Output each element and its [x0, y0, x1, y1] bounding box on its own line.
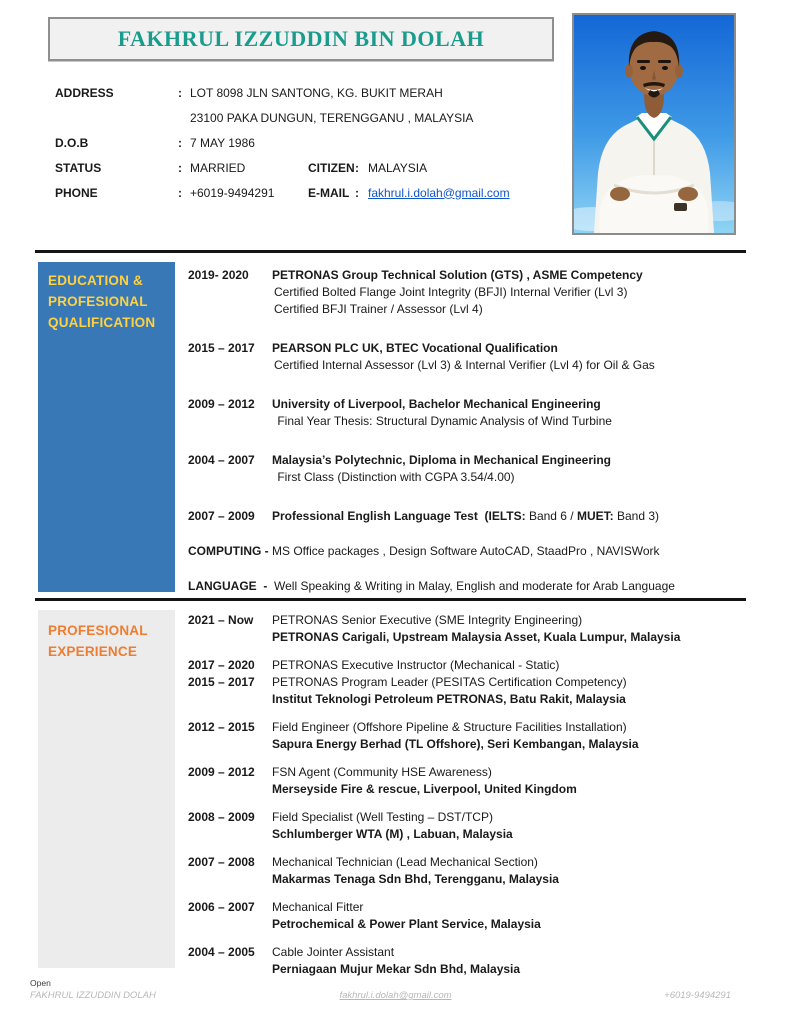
- experience-title-line: EXPERIENCE: [48, 644, 138, 659]
- experience-role: Mechanical Technician (Lead Mechanical Section): [272, 855, 538, 869]
- education-entry: [188, 267, 750, 318]
- experience-period: [188, 916, 272, 933]
- skill-label: COMPUTING: [188, 544, 262, 558]
- education-entry-title: [272, 267, 750, 284]
- education-entry-detail: Certified BFJI Trainer / Assessor (Lvl 4): [274, 302, 483, 316]
- education-entry: [188, 340, 750, 374]
- experience-period: [188, 871, 272, 888]
- experience-entry: [188, 764, 750, 798]
- skill-separator: -: [256, 579, 275, 593]
- experience-entry: [188, 944, 750, 978]
- info-row-address: [55, 80, 570, 105]
- portrait-photo-image: [574, 15, 734, 233]
- experience-entry: [188, 719, 750, 753]
- experience-row: [188, 899, 750, 916]
- experience-entry: [188, 657, 750, 708]
- experience-row: [188, 674, 750, 691]
- skill-label: LANGUAGE: [188, 579, 257, 593]
- experience-row: [188, 961, 750, 978]
- experience-row: [188, 657, 750, 674]
- education-entry-title: [272, 340, 750, 357]
- education-entry-detail: Certified Internal Assessor (Lvl 3) & Internal Verifier (Lvl 4) for Oil & Gas: [274, 358, 655, 372]
- education-entry-title: [272, 508, 750, 525]
- education-skill-line: [188, 578, 750, 595]
- info-row-address2: [55, 105, 570, 130]
- experience-row: [188, 826, 750, 843]
- experience-row: [188, 781, 750, 798]
- skill-text: MS Office packages , Design Software AutoCAD, StaadPro , NAVISWork: [272, 544, 660, 558]
- experience-period: [188, 961, 272, 978]
- experience-entry: [188, 612, 750, 646]
- education-entry-body: [272, 267, 750, 318]
- education-title-segment: Band 3): [613, 509, 660, 523]
- email-label: E-MAIL: [308, 185, 350, 200]
- portrait-photo: [572, 13, 736, 235]
- experience-entries: [188, 610, 750, 989]
- info-row-dob: [55, 130, 570, 155]
- education-entry-body: [272, 452, 750, 486]
- page-title: FAKHRUL IZZUDDIN BIN DOLAH: [117, 26, 485, 51]
- education-title-segment: University of Liverpool, Bachelor Mechanical Engineering: [272, 397, 601, 411]
- education-title-segment: Malaysia’s Polytechnic, Diploma in Mechanical Engineering: [272, 453, 611, 467]
- info-row-phone-email: [55, 180, 570, 205]
- experience-section-title-box: [38, 610, 175, 968]
- experience-period: 2009 – 2012: [188, 765, 255, 779]
- experience-row: [188, 809, 750, 826]
- education-title-segment: [478, 509, 485, 523]
- section-divider-middle: [35, 598, 746, 601]
- education-section-title-box: [38, 262, 175, 592]
- skill-text: Well Speaking & Writing in Malay, English and moderate for Arab Language: [274, 579, 675, 593]
- education-entry: [188, 452, 750, 486]
- education-entry-body: [272, 508, 750, 525]
- education-entry-detail: Certified Bolted Flange Joint Integrity (BFJI) Internal Verifier (Lvl 3): [274, 285, 628, 299]
- education-entry-body: [272, 396, 750, 430]
- experience-company: Sapura Energy Berhad (TL Offshore), Seri Kembangan, Malaysia: [272, 737, 639, 751]
- experience-role: PETRONAS Senior Executive (SME Integrity Engineering): [272, 613, 583, 627]
- skill-separator: -: [261, 544, 273, 558]
- phone-value: +6019-9494291: [190, 185, 275, 200]
- education-period: 2015 – 2017: [188, 341, 255, 355]
- education-entry: [188, 396, 750, 430]
- footer-open-label: Open: [30, 978, 51, 988]
- status-label: STATUS: [55, 160, 102, 175]
- experience-entry: [188, 854, 750, 888]
- experience-period: 2012 – 2015: [188, 720, 255, 734]
- address-value-line2: 23100 PAKA DUNGUN, TERENGGANU , MALAYSIA: [190, 110, 474, 125]
- experience-company: Institut Teknologi Petroleum PETRONAS, Batu Rakit, Malaysia: [272, 692, 626, 706]
- experience-period: [188, 826, 272, 843]
- education-entry-detail: Final Year Thesis: Structural Dynamic Analysis of Wind Turbine: [274, 414, 612, 428]
- colon-separator: :: [178, 85, 182, 100]
- experience-row: [188, 736, 750, 753]
- experience-period: [188, 781, 272, 798]
- footer-phone: +6019-9494291: [664, 990, 731, 1001]
- experience-period: 2017 – 2020: [188, 658, 255, 672]
- education-entry: [188, 508, 750, 525]
- experience-period: 2007 – 2008: [188, 855, 255, 869]
- colon-separator: :: [178, 185, 182, 200]
- experience-period: [188, 629, 272, 646]
- experience-role: Field Engineer (Offshore Pipeline & Structure Facilities Installation): [272, 720, 627, 734]
- dob-label: D.O.B: [55, 135, 89, 150]
- email-link[interactable]: fakhrul.i.dolah@gmail.com: [368, 185, 510, 200]
- education-title-line: PROFESIONAL: [48, 294, 148, 309]
- experience-row: [188, 691, 750, 708]
- info-row-status-citizen: [55, 155, 570, 180]
- education-entry-detail: First Class (Distinction with CGPA 3.54/4.00): [274, 470, 515, 484]
- experience-company: Makarmas Tenaga Sdn Bhd, Terengganu, Malaysia: [272, 872, 559, 886]
- footer-name: FAKHRUL IZZUDDIN DOLAH: [30, 990, 156, 1001]
- education-title-segment: (IELTS:: [484, 509, 526, 523]
- experience-entry: [188, 899, 750, 933]
- experience-row: [188, 944, 750, 961]
- experience-row: [188, 854, 750, 871]
- education-entries: [188, 262, 750, 613]
- experience-company: Schlumberger WTA (M) , Labuan, Malaysia: [272, 827, 513, 841]
- education-entry-title: [272, 452, 750, 469]
- education-title-segment: Band 6 /: [525, 509, 577, 523]
- education-section: [38, 262, 750, 613]
- experience-period: 2006 – 2007: [188, 900, 255, 914]
- experience-period: 2004 – 2005: [188, 945, 255, 959]
- colon-separator: :: [355, 160, 359, 175]
- experience-company: Perniagaan Mujur Mekar Sdn Bhd, Malaysia: [272, 962, 521, 976]
- citizen-value: MALAYSIA: [368, 160, 428, 175]
- experience-period: 2015 – 2017: [188, 675, 255, 689]
- education-title-segment: PETRONAS Group Technical Solution (GTS) , ASME Competency: [272, 268, 643, 282]
- experience-role: Mechanical Fitter: [272, 900, 364, 914]
- name-header-box: [48, 17, 554, 61]
- experience-period: 2008 – 2009: [188, 810, 255, 824]
- citizen-label: CITIZEN: [308, 160, 355, 175]
- experience-row: [188, 871, 750, 888]
- education-title-segment: Professional English Language Test: [272, 509, 478, 523]
- colon-separator: :: [355, 185, 359, 200]
- experience-role: Field Specialist (Well Testing – DST/TCP): [272, 810, 493, 824]
- education-title-segment: PEARSON PLC UK, BTEC Vocational Qualification: [272, 341, 558, 355]
- colon-separator: :: [178, 135, 182, 150]
- experience-company: Petrochemical & Power Plant Service, Malaysia: [272, 917, 541, 931]
- experience-period: [188, 691, 272, 708]
- colon-separator: :: [178, 160, 182, 175]
- experience-period: [188, 736, 272, 753]
- experience-entry: [188, 809, 750, 843]
- experience-row: [188, 629, 750, 646]
- education-title-line: EDUCATION &: [48, 273, 143, 288]
- education-period: 2019- 2020: [188, 268, 249, 282]
- phone-label: PHONE: [55, 185, 98, 200]
- dob-value: 7 MAY 1986: [190, 135, 255, 150]
- education-title-segment: MUET:: [576, 509, 614, 523]
- footer-email-link[interactable]: fakhrul.i.dolah@gmail.com: [339, 990, 452, 1001]
- education-skill-line: [188, 543, 750, 560]
- experience-row: [188, 612, 750, 629]
- education-entry-body: [272, 340, 750, 374]
- experience-period: 2021 – Now: [188, 613, 254, 627]
- personal-info: [55, 80, 570, 205]
- experience-company: Merseyside Fire & rescue, Liverpool, United Kingdom: [272, 782, 577, 796]
- education-period: 2007 – 2009: [188, 509, 255, 523]
- experience-role: Cable Jointer Assistant: [272, 945, 395, 959]
- experience-title-line: PROFESIONAL: [48, 623, 148, 638]
- education-period: 2004 – 2007: [188, 453, 255, 467]
- education-entry-title: [272, 396, 750, 413]
- experience-row: [188, 719, 750, 736]
- status-value: MARRIED: [190, 160, 246, 175]
- experience-row: [188, 916, 750, 933]
- address-label: ADDRESS: [55, 85, 114, 100]
- address-value-line1: LOT 8098 JLN SANTONG, KG. BUKIT MERAH: [190, 85, 443, 100]
- experience-row: [188, 764, 750, 781]
- education-period: 2009 – 2012: [188, 397, 255, 411]
- experience-role: PETRONAS Program Leader (PESITAS Certification Competency): [272, 675, 627, 689]
- experience-section: [38, 610, 750, 989]
- education-title-line: QUALIFICATION: [48, 315, 156, 330]
- experience-company: PETRONAS Carigali, Upstream Malaysia Asset, Kuala Lumpur, Malaysia: [272, 630, 681, 644]
- experience-role: PETRONAS Executive Instructor (Mechanical - Static): [272, 658, 560, 672]
- experience-role: FSN Agent (Community HSE Awareness): [272, 765, 492, 779]
- section-divider-top: [35, 250, 746, 253]
